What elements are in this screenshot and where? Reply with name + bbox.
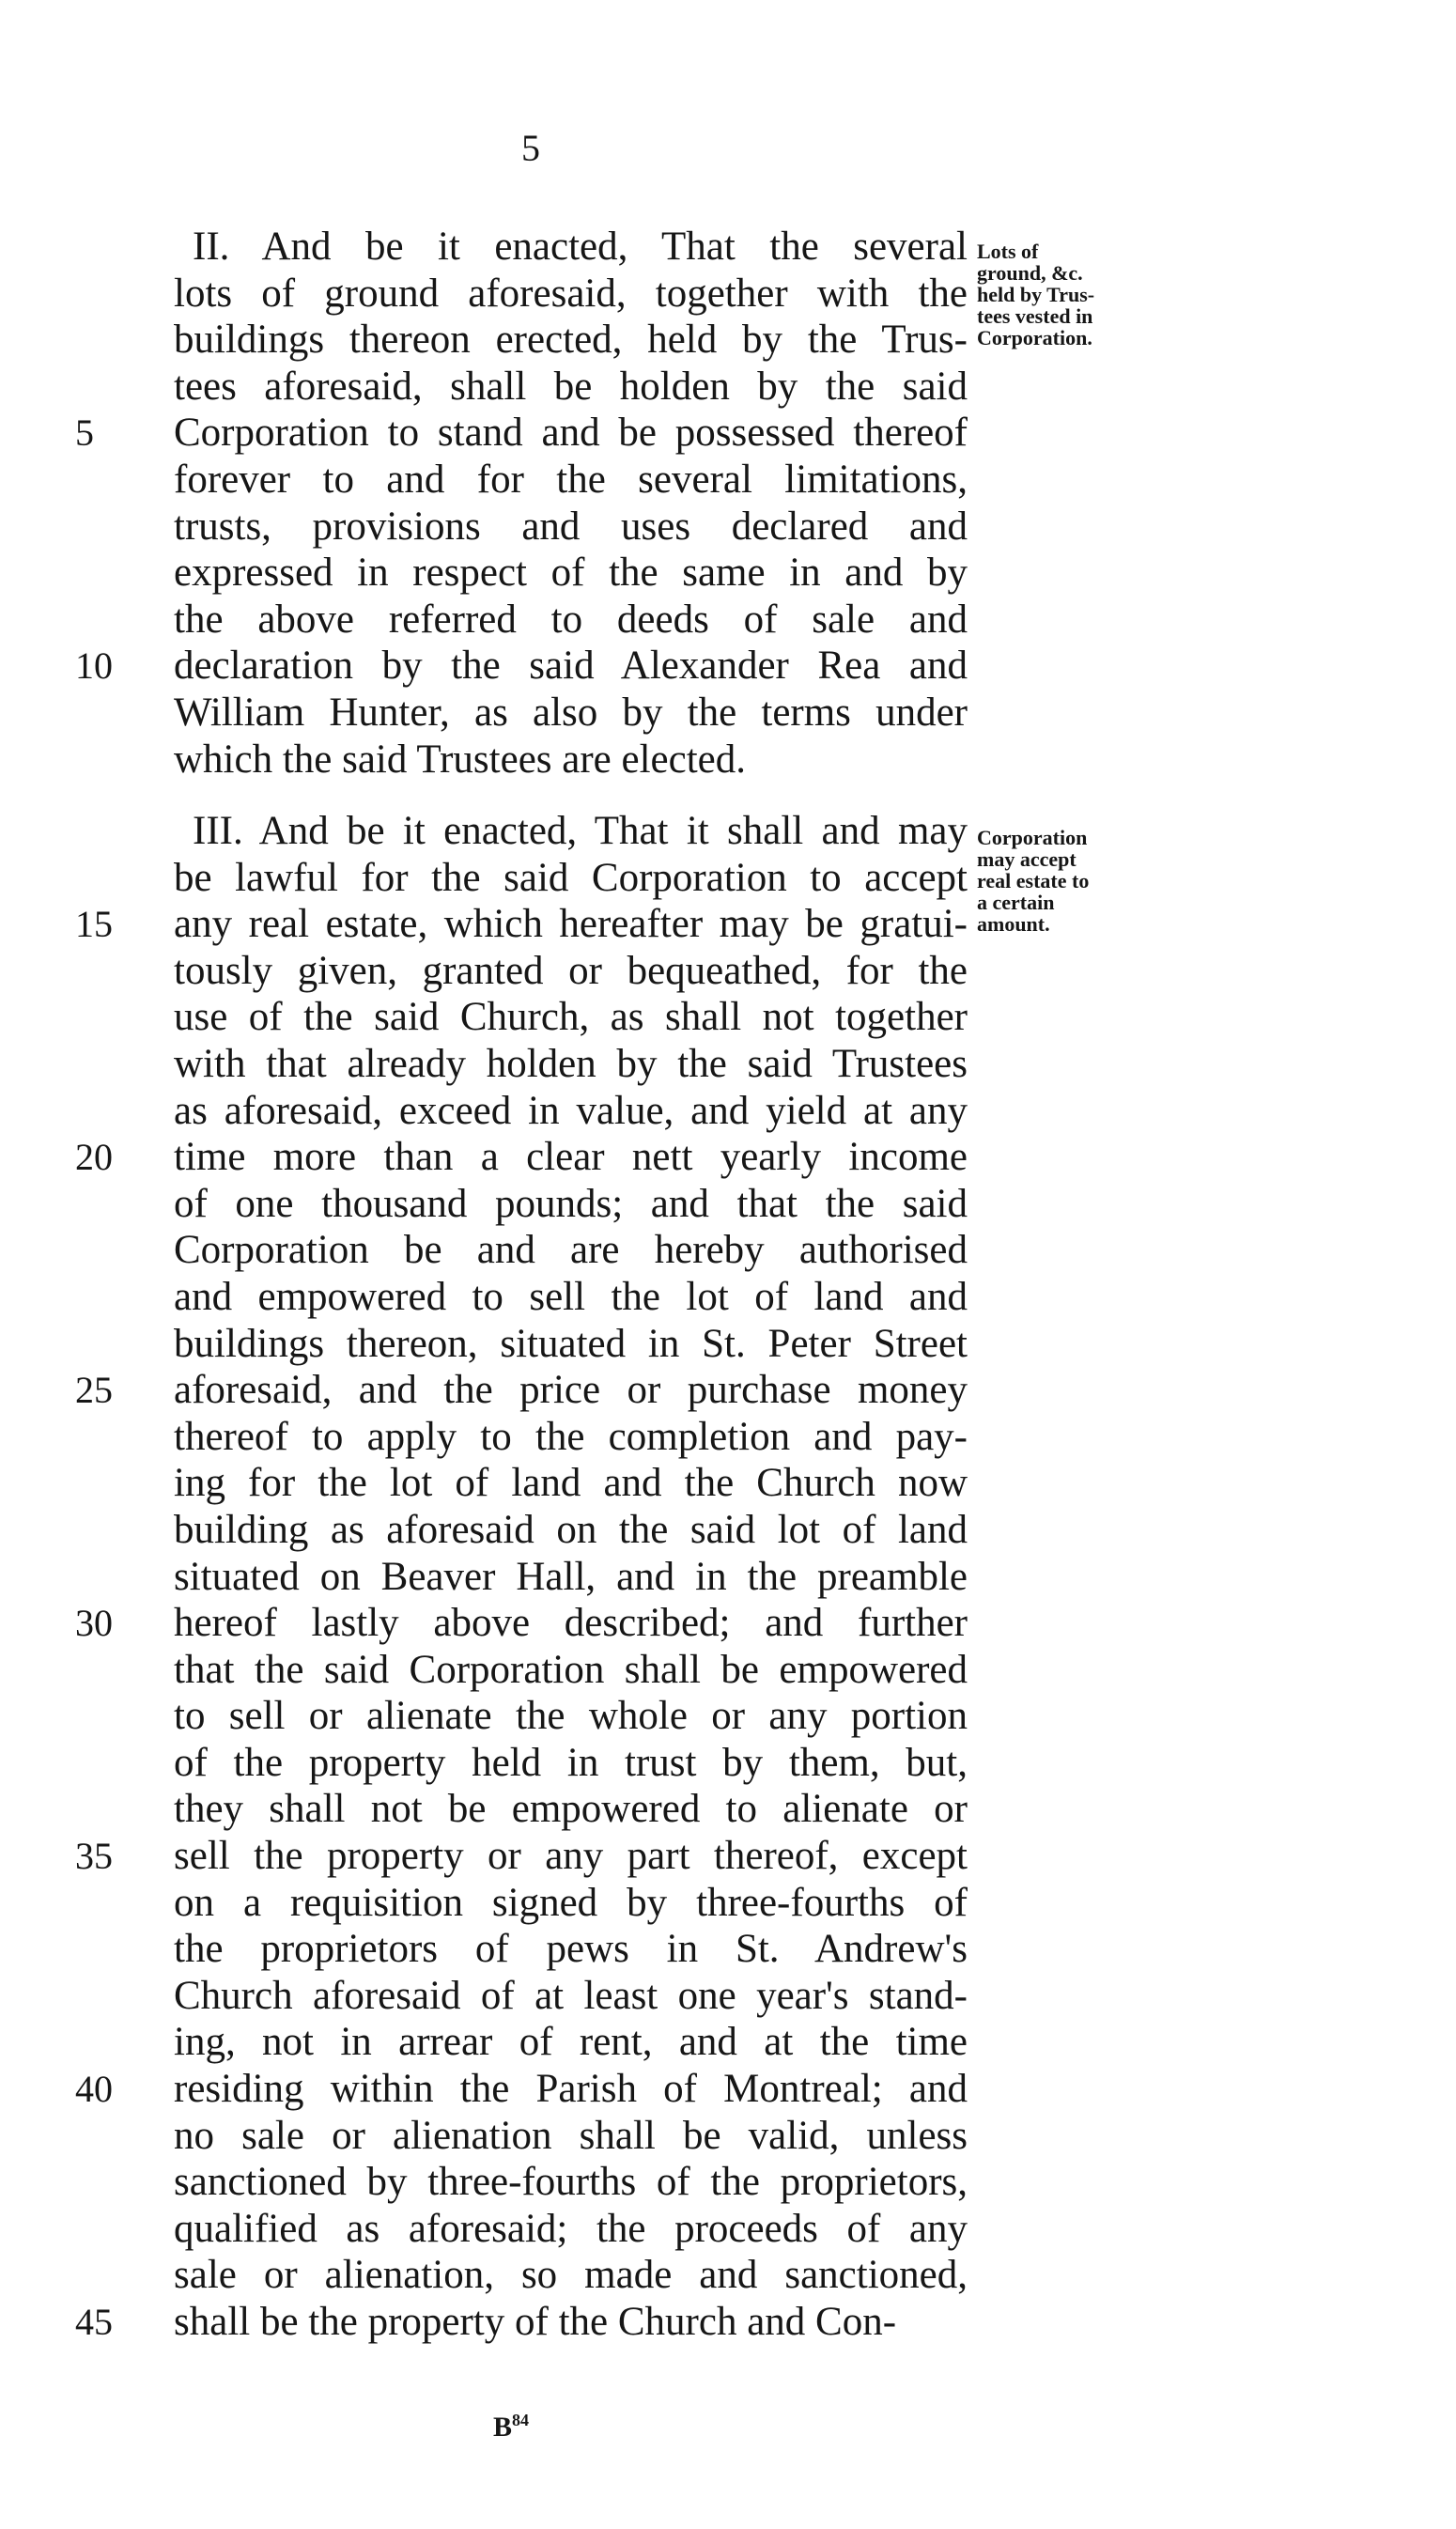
line-text: be lawful for the said Corporation to accept [174, 855, 968, 900]
line-text: thereof to apply to the completion and pay- [174, 1414, 968, 1459]
line-number: 40 [75, 2068, 113, 2111]
text-line [174, 690, 968, 737]
section-iii-paragraph [75, 808, 968, 2346]
line-text: sanctioned by three-fourths of the proprietors, [174, 2160, 968, 2205]
marginal-note-lots-of-ground [977, 240, 1193, 349]
line-text: buildings thereon, situated in St. Peter Street [174, 1321, 968, 1366]
line-text: II. And be it enacted, That the several [193, 225, 968, 269]
line-text: qualified as aforesaid; the proceeds of any [174, 2206, 968, 2251]
line-text: tously given, granted or bequeathed, for the [174, 948, 968, 993]
line-text: ing, not in arrear of rent, and at the time [174, 2020, 968, 2065]
text-line [174, 2252, 968, 2299]
text-line [174, 1693, 968, 1740]
line-text: sell the property or any part thereof, except [174, 1834, 968, 1879]
line-number: 35 [75, 1835, 113, 1878]
text-line [75, 2299, 968, 2346]
text-line [75, 901, 968, 948]
text-line [75, 410, 968, 457]
text-line [75, 2066, 968, 2113]
line-text: lots of ground aforesaid, together with the [174, 271, 968, 316]
line-text: which the said Trustees are elected. [174, 737, 746, 782]
text-line [174, 1041, 968, 1088]
signature-mark [493, 2411, 529, 2444]
text-line [174, 317, 968, 364]
text-line [174, 1414, 968, 1461]
text-line [174, 2159, 968, 2206]
line-number: 10 [75, 644, 113, 688]
text-line [75, 1134, 968, 1181]
line-text: ing for the lot of land and the Church now [174, 1461, 968, 1506]
text-line [174, 1926, 968, 1973]
signature-letter: B [493, 2412, 513, 2443]
line-number: 30 [75, 1602, 113, 1645]
text-line [174, 1460, 968, 1507]
line-text: with that already holden by the said Trustees [174, 1041, 968, 1086]
marginal-note-line: amount. [977, 912, 1050, 936]
marginal-note-line: Corporation [977, 826, 1088, 849]
line-number: 25 [75, 1369, 113, 1412]
line-text: as aforesaid, exceed in value, and yield at any [174, 1088, 968, 1133]
text-line [174, 2206, 968, 2253]
line-text: expressed in respect of the same in and by [174, 551, 968, 596]
text-line [174, 1088, 968, 1135]
line-text: residing within the Parish of Montreal; and [174, 2067, 968, 2112]
text-line [174, 994, 968, 1041]
text-line [174, 597, 968, 644]
line-number: 20 [75, 1136, 113, 1179]
text-line [174, 1786, 968, 1833]
line-text: use of the said Church, as shall not together [174, 995, 968, 1040]
signature-number: 84 [512, 2411, 530, 2429]
text-line [174, 948, 968, 995]
line-text: declaration by the said Alexander Rea and [174, 644, 968, 689]
line-text: aforesaid, and the price or purchase money [174, 1368, 968, 1413]
marginal-note-line: tees vested in [977, 304, 1093, 328]
marginal-note-line: Corporation. [977, 326, 1092, 349]
line-text: they shall not be empowered to alienate or [174, 1787, 968, 1832]
text-line [174, 224, 968, 271]
line-text: tees aforesaid, shall be holden by the said [174, 364, 968, 409]
line-text: building as aforesaid on the said lot of land [174, 1507, 968, 1552]
line-number: 5 [75, 411, 94, 455]
text-line [174, 1880, 968, 1927]
text-line [174, 737, 968, 784]
marginal-note-line: real estate to [977, 869, 1090, 892]
text-line [75, 643, 968, 690]
line-text: III. And be it enacted, That it shall and may [193, 809, 968, 853]
text-line [174, 1507, 968, 1554]
marginal-note-line: ground, &c. [977, 261, 1083, 285]
line-text: on a requisition signed by three-fourths of [174, 1880, 968, 1925]
page-number: 5 [521, 127, 540, 169]
text-line [174, 2019, 968, 2066]
line-text: to sell or alienate the whole or any portion [174, 1694, 968, 1739]
line-number: 45 [75, 2301, 113, 2343]
marginal-note-line: a certain [977, 891, 1055, 914]
text-line [174, 364, 968, 411]
text-line [174, 457, 968, 504]
text-line [174, 504, 968, 551]
marginal-note-line: Lots of [977, 240, 1039, 263]
line-text: hereof lastly above described; and further [174, 1601, 968, 1646]
line-text: situated on Beaver Hall, and in the preamble [174, 1554, 968, 1599]
line-text: of one thousand pounds; and that the said [174, 1181, 968, 1226]
line-text: time more than a clear nett yearly income [174, 1135, 968, 1180]
text-line [75, 1600, 968, 1647]
line-text: buildings thereon erected, held by the Trus- [174, 318, 968, 363]
text-line [174, 1274, 968, 1321]
line-text: and empowered to sell the lot of land and [174, 1274, 968, 1319]
line-text: William Hunter, as also by the terms under [174, 690, 968, 735]
text-line [174, 271, 968, 318]
marginal-note-corporation-may-accept [977, 827, 1193, 935]
text-line [174, 550, 968, 597]
line-text: of the property held in trust by them, but, [174, 1740, 968, 1785]
line-text: the proprietors of pews in St. Andrew's [174, 1927, 968, 1972]
marginal-note-line: held by Trus- [977, 283, 1095, 306]
line-text: forever to and for the several limitations, [174, 457, 968, 502]
line-text: that the said Corporation shall be empowered [174, 1647, 968, 1692]
line-text: no sale or alienation shall be valid, unless [174, 2113, 968, 2158]
line-text: Church aforesaid of at least one year's stand- [174, 1973, 968, 2018]
line-text: Corporation be and are hereby authorised [174, 1228, 968, 1273]
text-line [174, 855, 968, 902]
text-line [174, 808, 968, 855]
line-text: Corporation to stand and be possessed thereof [174, 411, 968, 456]
text-line [174, 1227, 968, 1274]
section-ii-paragraph [75, 224, 968, 783]
line-text: trusts, provisions and uses declared and [174, 504, 968, 549]
marginal-note-line: may accept [977, 847, 1077, 871]
text-line [75, 1833, 968, 1880]
text-line [174, 1554, 968, 1601]
line-text: sale or alienation, so made and sanctioned, [174, 2253, 968, 2298]
line-text: the above referred to deeds of sale and [174, 597, 968, 642]
line-text: any real estate, which hereafter may be gratui- [174, 902, 968, 947]
line-text: shall be the property of the Church and Con- [174, 2300, 897, 2344]
text-line [174, 1973, 968, 2020]
text-line [174, 1647, 968, 1694]
text-line [174, 1181, 968, 1228]
text-line [174, 1740, 968, 1787]
line-number: 15 [75, 903, 113, 946]
text-line [174, 1321, 968, 1368]
text-line [174, 2113, 968, 2160]
text-line [75, 1367, 968, 1414]
